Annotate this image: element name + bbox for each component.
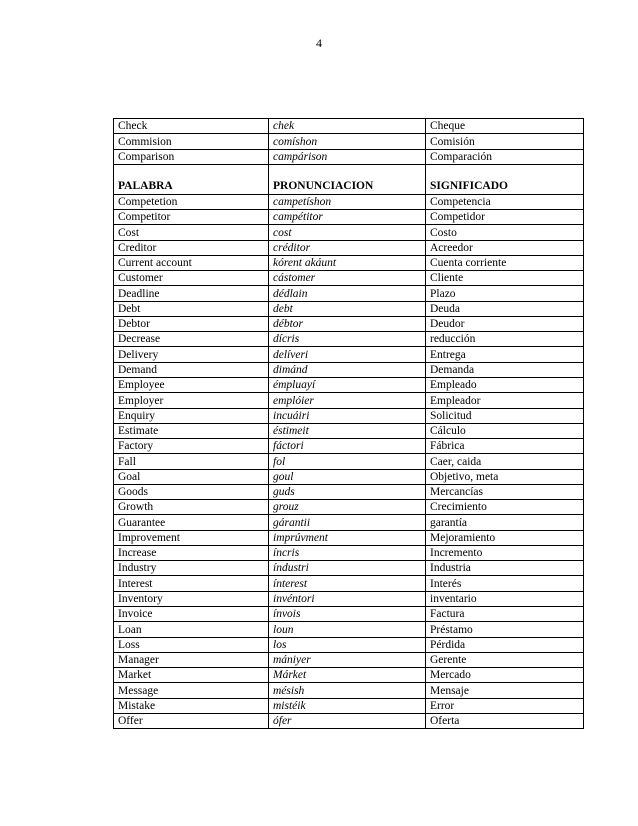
word-cell: Inventory bbox=[114, 591, 269, 606]
meaning-cell: Plazo bbox=[426, 286, 584, 301]
meaning-cell: Factura bbox=[426, 606, 584, 621]
table-row bbox=[114, 377, 584, 392]
meaning-cell: Cuenta corriente bbox=[426, 255, 584, 270]
pronunciation-cell: emplóier bbox=[269, 393, 426, 408]
meaning-cell: Mercado bbox=[426, 668, 584, 683]
table-row bbox=[114, 545, 584, 560]
word-cell: Enquiry bbox=[114, 408, 269, 423]
pronunciation-cell: loun bbox=[269, 622, 426, 637]
word-cell: Competitor bbox=[114, 210, 269, 225]
word-cell: Goods bbox=[114, 484, 269, 499]
pronunciation-cell: goul bbox=[269, 469, 426, 484]
meaning-cell: Mensaje bbox=[426, 683, 584, 698]
table-row bbox=[114, 683, 584, 698]
pronunciation-cell: Márket bbox=[269, 668, 426, 683]
meaning-cell: Entrega bbox=[426, 347, 584, 362]
header-palabra: PALABRA bbox=[114, 164, 269, 194]
word-cell: Offer bbox=[114, 713, 269, 728]
word-cell: Growth bbox=[114, 500, 269, 515]
table-row bbox=[114, 652, 584, 667]
word-cell: Improvement bbox=[114, 530, 269, 545]
table-row bbox=[114, 149, 584, 164]
pronunciation-cell: créditor bbox=[269, 240, 426, 255]
table-header-row bbox=[114, 164, 584, 194]
table-row bbox=[114, 194, 584, 209]
pronunciation-cell: dimánd bbox=[269, 362, 426, 377]
word-cell: Check bbox=[114, 119, 269, 134]
table-row bbox=[114, 362, 584, 377]
word-cell: Debt bbox=[114, 301, 269, 316]
meaning-cell: Cálculo bbox=[426, 423, 584, 438]
table-row bbox=[114, 393, 584, 408]
meaning-cell: Acreedor bbox=[426, 240, 584, 255]
table-row bbox=[114, 668, 584, 683]
meaning-cell: Fábrica bbox=[426, 439, 584, 454]
word-cell: Employee bbox=[114, 377, 269, 392]
word-cell: Loan bbox=[114, 622, 269, 637]
word-cell: Debtor bbox=[114, 316, 269, 331]
pronunciation-cell: cástomer bbox=[269, 271, 426, 286]
pronunciation-cell: campétitor bbox=[269, 210, 426, 225]
table-row bbox=[114, 515, 584, 530]
word-cell: Commision bbox=[114, 134, 269, 149]
table-row bbox=[114, 576, 584, 591]
meaning-cell: Interés bbox=[426, 576, 584, 591]
table-row bbox=[114, 469, 584, 484]
pronunciation-cell: índustri bbox=[269, 561, 426, 576]
pronunciation-cell: invéntori bbox=[269, 591, 426, 606]
table-row bbox=[114, 500, 584, 515]
table-row bbox=[114, 286, 584, 301]
meaning-cell: Incremento bbox=[426, 545, 584, 560]
word-cell: Increase bbox=[114, 545, 269, 560]
meaning-cell: Solicitud bbox=[426, 408, 584, 423]
meaning-cell: Competidor bbox=[426, 210, 584, 225]
word-cell: Customer bbox=[114, 271, 269, 286]
word-cell: Market bbox=[114, 668, 269, 683]
table-row bbox=[114, 423, 584, 438]
pronunciation-cell: incuáiri bbox=[269, 408, 426, 423]
meaning-cell: Deudor bbox=[426, 316, 584, 331]
word-cell: Current account bbox=[114, 255, 269, 270]
meaning-cell: inventario bbox=[426, 591, 584, 606]
pronunciation-cell: campetíshon bbox=[269, 194, 426, 209]
meaning-cell: Oferta bbox=[426, 713, 584, 728]
pronunciation-cell: dícris bbox=[269, 332, 426, 347]
meaning-cell: Comparación bbox=[426, 149, 584, 164]
table-row bbox=[114, 484, 584, 499]
table-row bbox=[114, 225, 584, 240]
table-row bbox=[114, 119, 584, 134]
table-row bbox=[114, 240, 584, 255]
pronunciation-cell: éstimeit bbox=[269, 423, 426, 438]
word-cell: Comparison bbox=[114, 149, 269, 164]
header-pronunciacion: PRONUNCIACION bbox=[269, 164, 426, 194]
table-row bbox=[114, 591, 584, 606]
word-cell: Goal bbox=[114, 469, 269, 484]
pronunciation-cell: ínterest bbox=[269, 576, 426, 591]
meaning-cell: Cliente bbox=[426, 271, 584, 286]
table-row bbox=[114, 301, 584, 316]
pronunciation-cell: íncris bbox=[269, 545, 426, 560]
pronunciation-cell: dédlain bbox=[269, 286, 426, 301]
pronunciation-cell: chek bbox=[269, 119, 426, 134]
meaning-cell: reducción bbox=[426, 332, 584, 347]
meaning-cell: Industria bbox=[426, 561, 584, 576]
table-row bbox=[114, 316, 584, 331]
table-row bbox=[114, 210, 584, 225]
pronunciation-cell: los bbox=[269, 637, 426, 652]
word-cell: Guarantee bbox=[114, 515, 269, 530]
pronunciation-cell: mániyer bbox=[269, 652, 426, 667]
meaning-cell: Empleador bbox=[426, 393, 584, 408]
pronunciation-cell: ófer bbox=[269, 713, 426, 728]
pronunciation-cell: ínvois bbox=[269, 606, 426, 621]
pronunciation-cell: fáctori bbox=[269, 439, 426, 454]
meaning-cell: Deuda bbox=[426, 301, 584, 316]
table-row bbox=[114, 408, 584, 423]
pronunciation-cell: guds bbox=[269, 484, 426, 499]
table-row bbox=[114, 439, 584, 454]
table-row bbox=[114, 698, 584, 713]
table-row bbox=[114, 713, 584, 728]
page-number: 4 bbox=[316, 36, 322, 50]
word-cell: Loss bbox=[114, 637, 269, 652]
vocabulary-table bbox=[113, 118, 584, 729]
pronunciation-cell: mésish bbox=[269, 683, 426, 698]
word-cell: Mistake bbox=[114, 698, 269, 713]
word-cell: Employer bbox=[114, 393, 269, 408]
pronunciation-cell: fol bbox=[269, 454, 426, 469]
table-row bbox=[114, 637, 584, 652]
table-row bbox=[114, 134, 584, 149]
pronunciation-cell: débtor bbox=[269, 316, 426, 331]
word-cell: Creditor bbox=[114, 240, 269, 255]
word-cell: Competetion bbox=[114, 194, 269, 209]
pronunciation-cell: kórent akáunt bbox=[269, 255, 426, 270]
word-cell: Interest bbox=[114, 576, 269, 591]
meaning-cell: Caer, caida bbox=[426, 454, 584, 469]
word-cell: Estimate bbox=[114, 423, 269, 438]
pronunciation-cell: campárison bbox=[269, 149, 426, 164]
meaning-cell: Competencia bbox=[426, 194, 584, 209]
word-cell: Manager bbox=[114, 652, 269, 667]
table-row bbox=[114, 561, 584, 576]
pronunciation-cell: imprúvment bbox=[269, 530, 426, 545]
word-cell: Cost bbox=[114, 225, 269, 240]
meaning-cell: Cheque bbox=[426, 119, 584, 134]
table-row bbox=[114, 332, 584, 347]
pronunciation-cell: debt bbox=[269, 301, 426, 316]
table-row bbox=[114, 530, 584, 545]
meaning-cell: Objetivo, meta bbox=[426, 469, 584, 484]
pronunciation-cell: delíveri bbox=[269, 347, 426, 362]
meaning-cell: Costo bbox=[426, 225, 584, 240]
meaning-cell: Mejoramiento bbox=[426, 530, 584, 545]
pronunciation-cell: comíshon bbox=[269, 134, 426, 149]
meaning-cell: Demanda bbox=[426, 362, 584, 377]
meaning-cell: Crecimiento bbox=[426, 500, 584, 515]
word-cell: Deadline bbox=[114, 286, 269, 301]
table-row bbox=[114, 606, 584, 621]
word-cell: Factory bbox=[114, 439, 269, 454]
word-cell: Invoice bbox=[114, 606, 269, 621]
meaning-cell: Pérdida bbox=[426, 637, 584, 652]
pronunciation-cell: cost bbox=[269, 225, 426, 240]
meaning-cell: Préstamo bbox=[426, 622, 584, 637]
meaning-cell: Comisión bbox=[426, 134, 584, 149]
meaning-cell: Error bbox=[426, 698, 584, 713]
pronunciation-cell: émpluayí bbox=[269, 377, 426, 392]
meaning-cell: Mercancías bbox=[426, 484, 584, 499]
table-row bbox=[114, 255, 584, 270]
table-row bbox=[114, 454, 584, 469]
table-row bbox=[114, 347, 584, 362]
header-significado: SIGNIFICADO bbox=[426, 164, 584, 194]
meaning-cell: Gerente bbox=[426, 652, 584, 667]
word-cell: Message bbox=[114, 683, 269, 698]
word-cell: Decrease bbox=[114, 332, 269, 347]
word-cell: Fall bbox=[114, 454, 269, 469]
table-row bbox=[114, 271, 584, 286]
pronunciation-cell: mistéik bbox=[269, 698, 426, 713]
meaning-cell: garantía bbox=[426, 515, 584, 530]
word-cell: Demand bbox=[114, 362, 269, 377]
vocabulary-table-body bbox=[114, 119, 584, 729]
pronunciation-cell: gárantii bbox=[269, 515, 426, 530]
table-row bbox=[114, 622, 584, 637]
pronunciation-cell: grouz bbox=[269, 500, 426, 515]
word-cell: Industry bbox=[114, 561, 269, 576]
meaning-cell: Empleado bbox=[426, 377, 584, 392]
word-cell: Delivery bbox=[114, 347, 269, 362]
